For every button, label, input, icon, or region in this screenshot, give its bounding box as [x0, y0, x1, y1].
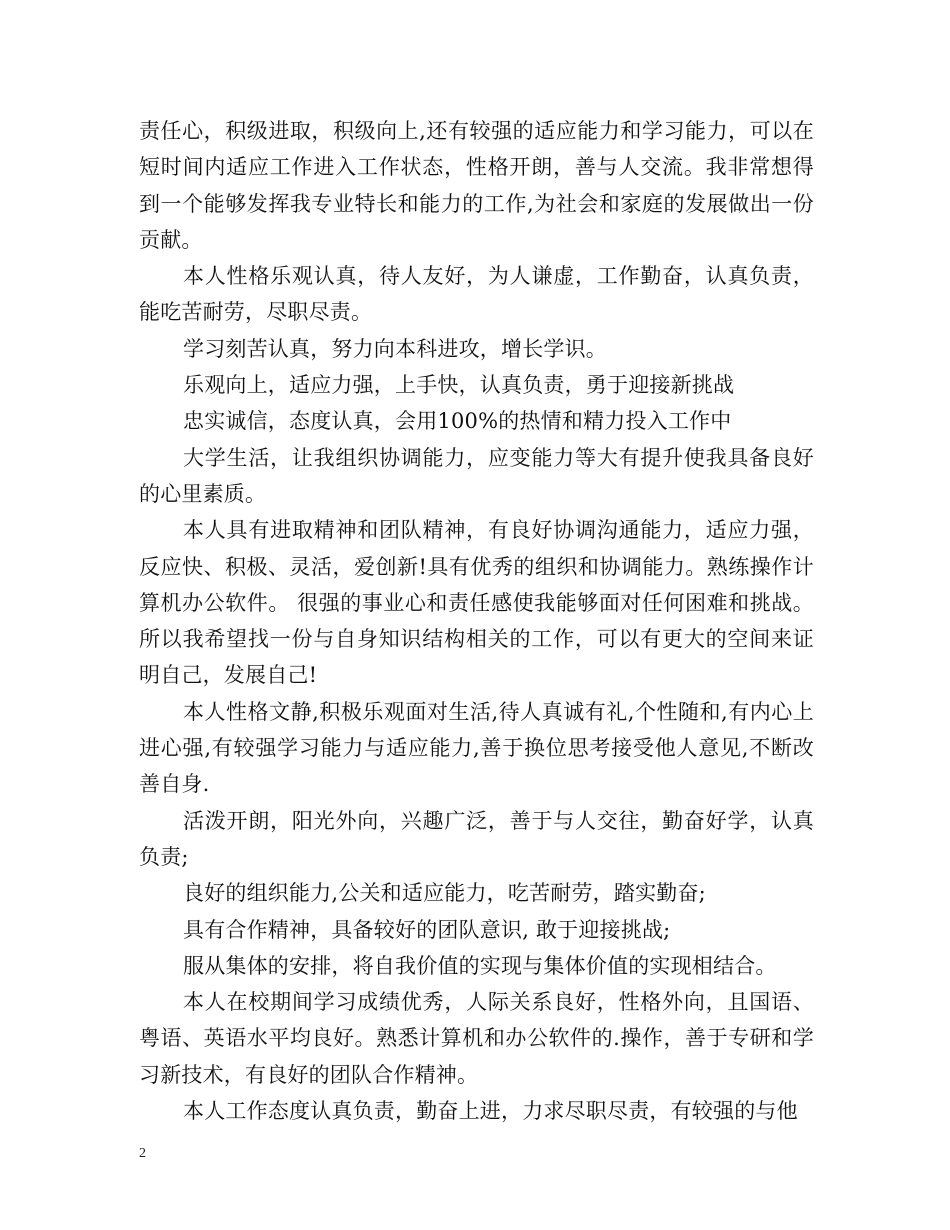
- paragraph: 忠实诚信，态度认真，会用100%的热情和精力投入工作中: [183, 409, 732, 434]
- paragraph: 大学生活，让我组织协调能力，应变能力等大有提升使我具备良好的心里素质。: [139, 445, 814, 506]
- paragraph: 本人具有进取精神和团队精神，有良好协调沟通能力，适应力强，反应快、积极、灵活，爱创新!具有优秀的组织和协调能力。熟练操作计算机办公软件。 很强的事业心和责任感使我能够面对任何困难和挑战。所以我希望找一份与自身知识结构相关的工作，可以有更大的空间来证明自己，发展自己!: [139, 518, 814, 688]
- paragraph: 具有合作精神，具备较好的团队意识, 敢于迎接挑战;: [183, 917, 671, 942]
- paragraph: 乐观向上，适应力强，上手快，认真负责，勇于迎接新挑战: [183, 373, 735, 398]
- paragraph: 本人性格乐观认真，待人友好，为人谦虚，工作勤奋，认真负责，能吃苦耐劳，尽职尽责。: [139, 264, 814, 325]
- paragraph: 本人在校期间学习成绩优秀，人际关系良好，性格外向，且国语、粤语、英语水平均良好。熟悉计算机和办公软件的.操作，善于专研和学习新技术，有良好的团队合作精神。: [139, 990, 814, 1087]
- paragraph: 责任心，积级进取，积级向上,还有较强的适应能力和学习能力，可以在短时间内适应工作进入工作状态，性格开朗，善与人交流。我非常想得到一个能够发挥我专业特长和能力的工作,为社会和家庭的发展做出一份贡献。: [139, 119, 814, 252]
- paragraph: 本人工作态度认真负责，勤奋上进，力求尽职尽责，有较强的与他: [183, 1099, 798, 1124]
- paragraph: 学习刻苦认真，努力向本科进攻，增长学识。: [183, 336, 607, 361]
- paragraph: 活泼开朗，阳光外向，兴趣广泛，善于与人交往，勤奋好学，认真负责;: [139, 808, 814, 869]
- paragraph: 本人性格文静,积极乐观面对生活,待人真诚有礼,个性随和,有内心上进心强,有较强学习能力与适应能力,善于换位思考接受他人意见,不断改善自身.: [139, 699, 814, 797]
- page-number: 2: [139, 1146, 146, 1161]
- paragraph: 服从集体的安排，将自我价值的实现与集体价值的实现相结合。: [183, 953, 777, 978]
- paragraph: 良好的组织能力,公关和适应能力，吃苦耐劳，踏实勤奋;: [183, 881, 706, 906]
- body-text: [139, 113, 814, 1129]
